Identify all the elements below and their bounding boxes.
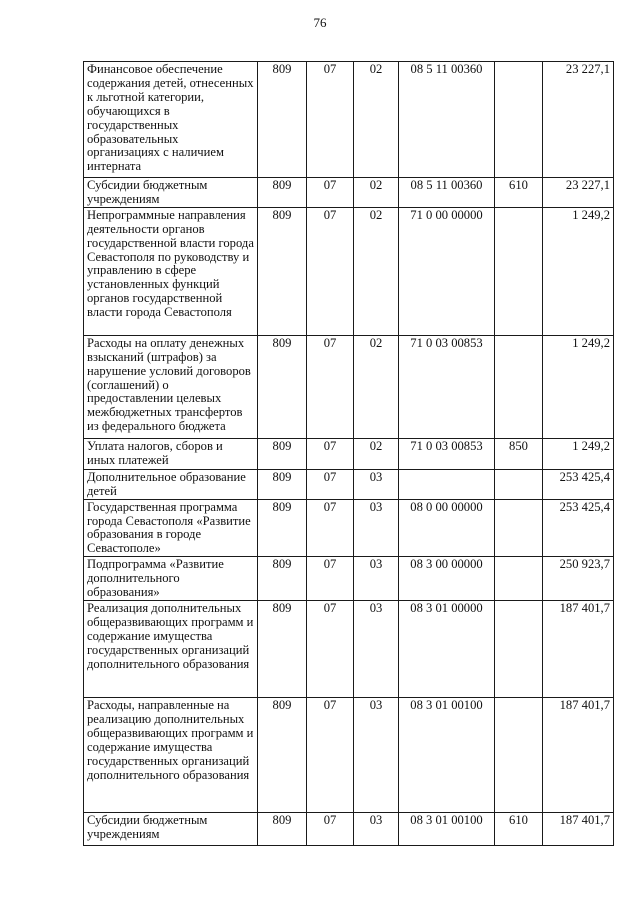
cell-amount: 1 249,2 <box>543 335 614 438</box>
table-row <box>84 62 614 178</box>
cell-expense-type <box>495 697 543 812</box>
cell-ministry-code: 809 <box>258 499 307 557</box>
cell-section: 07 <box>307 469 354 499</box>
cell-name: Государственная программа города Севастополя «Развитие образования в городе Севастополе» <box>84 499 258 557</box>
cell-subsection: 02 <box>354 178 399 208</box>
cell-ministry-code: 809 <box>258 207 307 335</box>
cell-name: Уплата налогов, сборов и иных платежей <box>84 438 258 469</box>
cell-subsection: 02 <box>354 335 399 438</box>
table-row <box>84 178 614 208</box>
cell-amount: 253 425,4 <box>543 469 614 499</box>
table-row <box>84 438 614 469</box>
cell-ministry-code: 809 <box>258 557 307 601</box>
cell-expense-type <box>495 600 543 697</box>
cell-name: Расходы, направленные на реализацию дополнительных общеразвивающих программ и содержание имущества государственных организаций дополнительного образования <box>84 697 258 812</box>
cell-target-article: 08 3 01 00100 <box>399 697 495 812</box>
cell-expense-type: 850 <box>495 438 543 469</box>
cell-name: Субсидии бюджетным учреждениям <box>84 178 258 208</box>
cell-target-article: 08 5 11 00360 <box>399 178 495 208</box>
table-row <box>84 335 614 438</box>
cell-subsection: 02 <box>354 62 399 178</box>
cell-ministry-code: 809 <box>258 697 307 812</box>
cell-section: 07 <box>307 438 354 469</box>
cell-ministry-code: 809 <box>258 335 307 438</box>
cell-section: 07 <box>307 600 354 697</box>
cell-ministry-code: 809 <box>258 438 307 469</box>
cell-subsection: 03 <box>354 499 399 557</box>
cell-section: 07 <box>307 207 354 335</box>
cell-subsection: 03 <box>354 557 399 601</box>
cell-name: Реализация дополнительных общеразвивающих программ и содержание имущества государственных организаций дополнительного образования <box>84 600 258 697</box>
cell-expense-type <box>495 335 543 438</box>
budget-table-body <box>84 62 614 846</box>
cell-target-article: 08 3 01 00000 <box>399 600 495 697</box>
cell-subsection: 03 <box>354 469 399 499</box>
budget-table <box>83 61 614 846</box>
cell-subsection: 02 <box>354 438 399 469</box>
cell-amount: 1 249,2 <box>543 207 614 335</box>
cell-name: Субсидии бюджетным учреждениям <box>84 812 258 845</box>
cell-expense-type <box>495 207 543 335</box>
cell-section: 07 <box>307 62 354 178</box>
cell-name: Финансовое обеспечение содержания детей, отнесенных к льготной категории, обучающихся в государственных образовательных организациях с наличием интерната <box>84 62 258 178</box>
cell-section: 07 <box>307 335 354 438</box>
cell-subsection: 03 <box>354 697 399 812</box>
cell-ministry-code: 809 <box>258 600 307 697</box>
cell-amount: 23 227,1 <box>543 178 614 208</box>
cell-expense-type <box>495 557 543 601</box>
cell-amount: 187 401,7 <box>543 697 614 812</box>
cell-expense-type: 610 <box>495 178 543 208</box>
table-row <box>84 557 614 601</box>
cell-ministry-code: 809 <box>258 812 307 845</box>
cell-section: 07 <box>307 499 354 557</box>
cell-amount: 1 249,2 <box>543 438 614 469</box>
cell-subsection: 03 <box>354 812 399 845</box>
cell-name: Дополнительное образование детей <box>84 469 258 499</box>
cell-target-article: 71 0 03 00853 <box>399 438 495 469</box>
cell-ministry-code: 809 <box>258 178 307 208</box>
cell-target-article: 71 0 03 00853 <box>399 335 495 438</box>
cell-section: 07 <box>307 697 354 812</box>
cell-target-article: 71 0 00 00000 <box>399 207 495 335</box>
page-number: 76 <box>313 15 327 30</box>
cell-subsection: 03 <box>354 600 399 697</box>
cell-amount: 187 401,7 <box>543 812 614 845</box>
cell-amount: 23 227,1 <box>543 62 614 178</box>
cell-target-article: 08 5 11 00360 <box>399 62 495 178</box>
cell-section: 07 <box>307 812 354 845</box>
cell-target-article <box>399 469 495 499</box>
cell-name: Непрограммные направления деятельности органов государственной власти города Севастополя по руководству и управлению в сфере установленных функций органов государственной власти города Севастополя <box>84 207 258 335</box>
table-row <box>84 207 614 335</box>
cell-amount: 250 923,7 <box>543 557 614 601</box>
cell-target-article: 08 0 00 00000 <box>399 499 495 557</box>
cell-expense-type <box>495 469 543 499</box>
cell-section: 07 <box>307 557 354 601</box>
table-row <box>84 600 614 697</box>
cell-expense-type <box>495 62 543 178</box>
cell-expense-type: 610 <box>495 812 543 845</box>
cell-subsection: 02 <box>354 207 399 335</box>
cell-ministry-code: 809 <box>258 62 307 178</box>
table-row <box>84 499 614 557</box>
table-row <box>84 469 614 499</box>
cell-name: Расходы на оплату денежных взысканий (штрафов) за нарушение условий договоров (соглашений) о предоставлении целевых межбюджетных трансфертов из федерального бюджета <box>84 335 258 438</box>
cell-target-article: 08 3 01 00100 <box>399 812 495 845</box>
cell-target-article: 08 3 00 00000 <box>399 557 495 601</box>
cell-amount: 253 425,4 <box>543 499 614 557</box>
cell-expense-type <box>495 499 543 557</box>
table-row <box>84 812 614 845</box>
cell-section: 07 <box>307 178 354 208</box>
cell-amount: 187 401,7 <box>543 600 614 697</box>
cell-name: Подпрограмма «Развитие дополнительного образования» <box>84 557 258 601</box>
table-row <box>84 697 614 812</box>
cell-ministry-code: 809 <box>258 469 307 499</box>
